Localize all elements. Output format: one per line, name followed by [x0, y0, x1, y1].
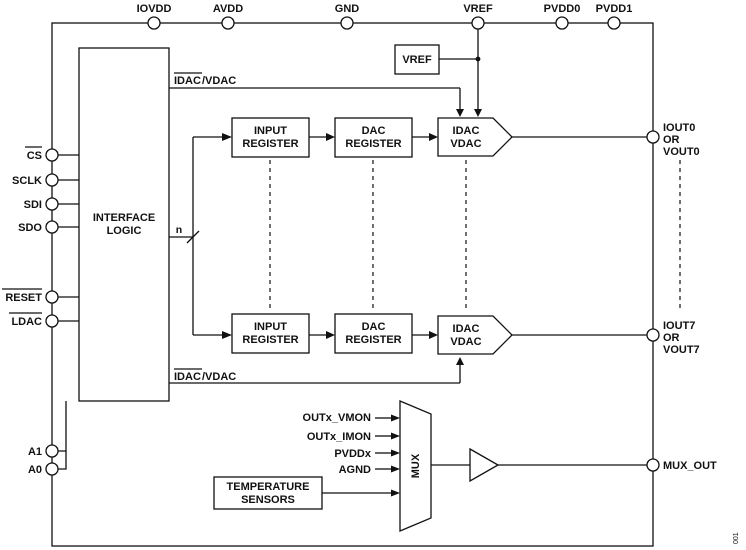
left-pin-ldac — [9, 313, 79, 328]
svg-text:PVDD0: PVDD0 — [543, 3, 581, 15]
input-register-top-label-1: INPUT — [254, 125, 287, 137]
dac-register-bottom-label-2: REGISTER — [345, 334, 402, 346]
svg-text:SCLK: SCLK — [12, 175, 42, 187]
dac-register-top-label-1: DAC — [361, 125, 386, 137]
svg-text:SDI: SDI — [23, 199, 42, 211]
input-register-bottom-label-1: INPUT — [254, 321, 287, 333]
svg-text:RESET: RESET — [5, 292, 42, 304]
svg-text:VREF: VREF — [463, 3, 493, 15]
idac-vdac-top-label-1: IDAC — [452, 125, 480, 137]
svg-text:A1: A1 — [27, 446, 42, 458]
left-pin-sdi — [24, 198, 79, 211]
left-pin-a0 — [28, 463, 58, 476]
idac-vdac-bottom-label-1: IDAC — [452, 323, 480, 335]
svg-text:AVDD: AVDD — [212, 3, 244, 15]
idac-vdac-top — [438, 118, 512, 156]
left-pin-sclk — [12, 174, 79, 187]
svg-text:PVDD1: PVDD1 — [595, 3, 633, 15]
top-pin-vref — [463, 3, 493, 29]
temperature-sensors-label-2: SENSORS — [241, 494, 295, 506]
svg-text:MUX_OUT: MUX_OUT — [663, 460, 717, 472]
idac-vdac-control-bottom — [169, 357, 464, 383]
svg-text:VOUT7: VOUT7 — [663, 344, 700, 356]
mux-input-vmon — [303, 412, 400, 424]
input-register-top-label-2: REGISTER — [242, 138, 299, 150]
idac-vdac-top-label-2: VDAC — [450, 138, 482, 150]
left-pin-cs — [25, 147, 79, 162]
top-pin-pvdd0 — [544, 3, 581, 29]
svg-text:GND: GND — [334, 3, 360, 15]
right-pin-mux-out — [647, 459, 717, 472]
right-pin-out0 — [647, 122, 700, 158]
mux-input-imon — [307, 431, 400, 443]
svg-text:/VDAC: /VDAC — [202, 75, 237, 87]
svg-text:CS: CS — [26, 150, 42, 162]
svg-text:IOUT7: IOUT7 — [663, 320, 696, 332]
top-pin-gnd — [335, 3, 360, 29]
svg-text:IDAC: IDAC — [174, 75, 201, 87]
idac-vdac-bottom — [438, 316, 512, 354]
bus-width-label: n — [175, 224, 183, 236]
svg-text:A0: A0 — [27, 464, 42, 476]
mux-label: MUX — [410, 453, 422, 479]
svg-text:/VDAC: /VDAC — [202, 371, 237, 383]
vref-block-label: VREF — [402, 54, 432, 66]
svg-text:LDAC: LDAC — [11, 316, 42, 328]
right-pin-out7 — [647, 320, 700, 356]
top-pin-iovdd — [137, 3, 172, 29]
dac-register-top-label-2: REGISTER — [345, 138, 402, 150]
output-buffer — [470, 449, 498, 481]
mux-input-agnd — [339, 464, 400, 476]
svg-text:IOUT0: IOUT0 — [663, 122, 696, 134]
svg-text:AGND: AGND — [338, 464, 371, 476]
left-pin-reset — [2, 289, 79, 304]
top-pin-avdd — [213, 3, 243, 29]
data-bus — [169, 133, 232, 339]
vref-arrow — [474, 109, 482, 117]
svg-text:IOVDD: IOVDD — [136, 3, 172, 15]
svg-text:OUTx_VMON: OUTx_VMON — [302, 412, 371, 424]
left-pin-sdo — [18, 221, 79, 234]
interface-logic-label-2: LOGIC — [106, 225, 142, 237]
svg-text:SDO: SDO — [18, 222, 42, 234]
left-pin-a1 — [28, 445, 58, 458]
interface-logic-label-1: INTERFACE — [92, 212, 156, 224]
svg-text:PVDDx: PVDDx — [334, 448, 371, 460]
idac-vdac-bottom-label-2: VDAC — [450, 336, 482, 348]
svg-text:OR: OR — [663, 134, 680, 146]
mux-input-pvddx — [334, 448, 400, 460]
idac-vdac-control-top — [169, 73, 464, 117]
figure-code: 001 — [733, 532, 740, 544]
input-register-bottom-label-2: REGISTER — [242, 334, 299, 346]
address-pin-trace — [58, 401, 66, 451]
svg-text:VOUT0: VOUT0 — [663, 146, 700, 158]
svg-text:OR: OR — [663, 332, 680, 344]
svg-text:IDAC: IDAC — [174, 371, 201, 383]
dac-register-bottom-label-1: DAC — [361, 321, 386, 333]
svg-text:OUTx_IMON: OUTx_IMON — [306, 431, 371, 443]
temperature-sensors-label-1: TEMPERATURE — [226, 481, 310, 493]
top-pin-pvdd1 — [596, 3, 633, 29]
vref-junction-dot — [476, 57, 481, 62]
